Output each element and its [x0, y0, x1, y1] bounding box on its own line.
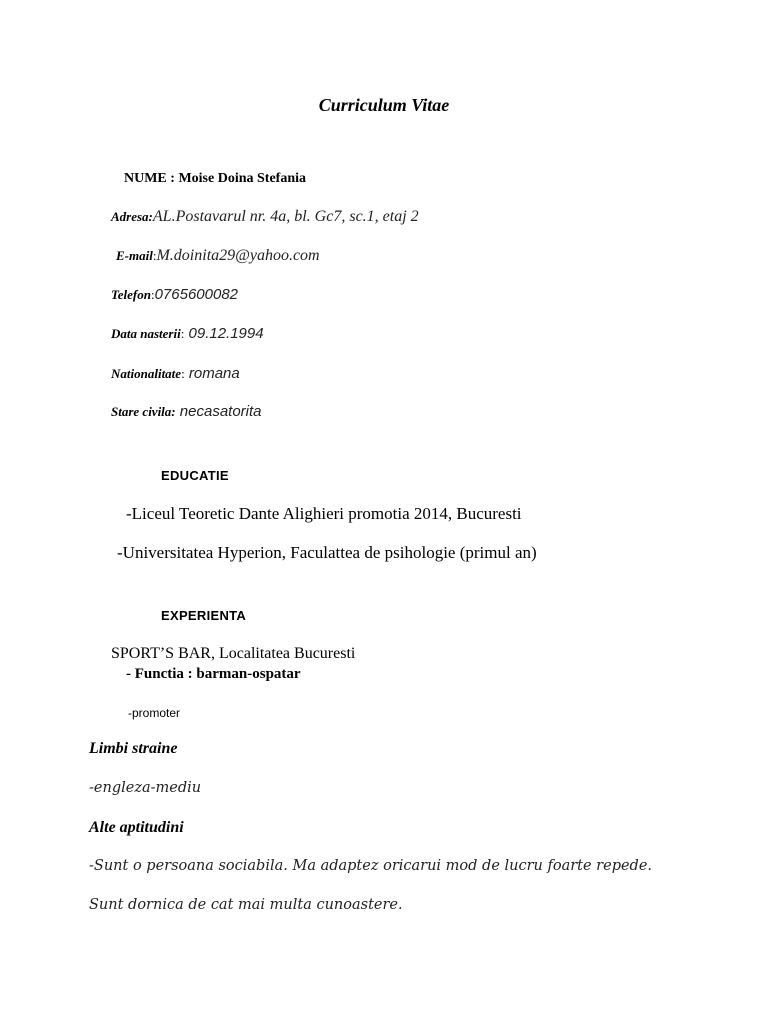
address-line [111, 208, 419, 226]
address-label: Adresa: [111, 209, 153, 224]
education-item-2: -Universitatea Hyperion, Faculattea de psihologie (primul an) [117, 543, 537, 562]
civil-status-value: necasatorita [175, 403, 262, 420]
experience-function: - Functia : barman-ospatar [126, 666, 301, 682]
nationality-sep: : [181, 366, 185, 381]
civil-status-label: Stare civila: [111, 404, 176, 419]
email-value: M.doinita29@yahoo.com [156, 247, 320, 264]
phone-sep: : [150, 287, 155, 302]
birthdate-sep: : [180, 326, 185, 341]
nationality-line [111, 365, 240, 382]
experience-extra: -promoter [128, 706, 181, 720]
languages-item: -engleza-mediu [89, 780, 202, 796]
nationality-label: Nationalitate [111, 366, 182, 381]
skills-line-1: -Sunt o persoana sociabila. Ma adaptez oricarui mod de lucru foarte repede. [89, 858, 653, 874]
nationality-value: romana [184, 365, 240, 382]
civil-status-line [111, 403, 262, 420]
email-line [116, 247, 320, 265]
email-label: E-mail [116, 248, 153, 263]
name-label: NUME : [124, 171, 179, 186]
skills-line-2: Sunt dornica de cat mai multa cunoastere. [89, 897, 403, 913]
languages-heading: Limbi straine [89, 740, 178, 757]
document-title: Curriculum Vitae [318, 95, 450, 115]
phone-label: Telefon [111, 287, 151, 302]
experience-heading: EXPERIENTA [161, 608, 247, 623]
phone-line [111, 286, 238, 303]
name-line [124, 171, 306, 187]
education-item-1: -Liceul Teoretic Dante Alighieri promotia 2014, Bucuresti [126, 504, 522, 523]
name-value: Moise Doina Stefania [178, 171, 306, 186]
phone-value: 0765600082 [154, 286, 239, 303]
experience-employer: SPORT’S BAR, Localitatea Bucuresti [111, 645, 356, 662]
birthdate-value: 09.12.1994 [184, 325, 264, 342]
birthdate-label: Data nasterii [111, 326, 181, 341]
birthdate-line [111, 325, 264, 342]
email-sep: : [152, 248, 157, 263]
address-value: AL.Postavarul nr. 4a, bl. Gc7, sc.1, etaj 2 [152, 208, 419, 225]
education-heading: EDUCATIE [161, 468, 229, 483]
skills-heading: Alte aptitudini [89, 819, 184, 836]
